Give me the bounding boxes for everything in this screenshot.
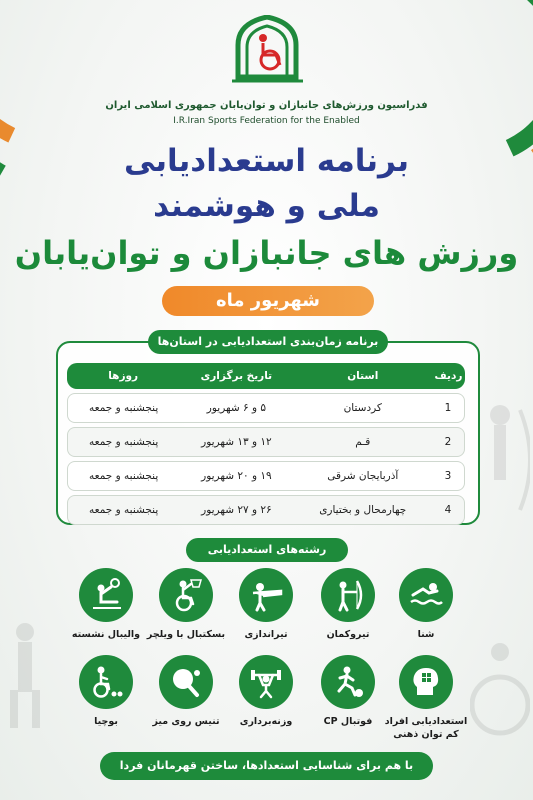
discipline-label: تیراندازی	[244, 629, 288, 640]
discipline-weightlifting	[220, 655, 312, 728]
football-icon	[331, 665, 365, 699]
federation-logo	[230, 15, 305, 85]
disciplines-caption: رشته‌های استعدادیابی	[186, 538, 348, 562]
cell-days: پنجشنبه و جمعه	[67, 427, 179, 457]
discipline-wheelchair-basketball	[140, 568, 232, 641]
table-row	[67, 495, 465, 525]
cell-days: پنجشنبه و جمعه	[67, 461, 179, 491]
cell-province: چهارمحال و بختیاری	[294, 495, 433, 525]
federation-name-fa: فدراسیون ورزش‌های جانبازان و توان‌یابان جمهوری اسلامی ایران	[105, 100, 428, 111]
discipline-sitting-volleyball	[60, 568, 152, 641]
brain-puzzle-icon	[409, 665, 443, 699]
cell-province: قـم	[294, 427, 433, 457]
title-line-2: ملی و هوشمند	[153, 188, 380, 224]
footer-slogan: با هم برای شناسایی استعدادها، ساختن قهرمانان فردا	[100, 752, 433, 780]
discipline-label: والیبال نشسته	[71, 629, 141, 640]
discipline-label: وزنه‌برداری	[239, 716, 293, 727]
archery-icon	[331, 578, 365, 612]
wheelchair-basketball-icon	[169, 578, 203, 612]
cell-row-number: 4	[432, 495, 465, 525]
discipline-boccia	[60, 655, 152, 728]
athlete-silhouette-icon	[0, 620, 55, 730]
sitting-volleyball-icon	[89, 578, 123, 612]
header-province: استان	[294, 363, 433, 389]
cell-row-number: 3	[432, 461, 465, 491]
title-line-1: برنامه استعدادیابی	[124, 143, 409, 179]
table-row	[67, 427, 465, 457]
cell-days: پنجشنبه و جمعه	[67, 495, 179, 525]
cell-days: پنجشنبه و جمعه	[67, 393, 179, 423]
wheelchair-silhouette-icon	[470, 640, 530, 740]
title-line-3: ورزش های جانبازان و توان‌یابان	[14, 234, 519, 272]
header-days: روزها	[67, 363, 179, 389]
schedule-table	[67, 359, 465, 529]
discipline-label: بوچیا	[94, 716, 118, 727]
cell-date: ۱۹ و ۲۰ شهریور	[179, 461, 293, 491]
discipline-label: فوتبال CP	[323, 716, 373, 727]
schedule-header-row	[67, 363, 465, 389]
cell-date: ۱۲ و ۱۳ شهریور	[179, 427, 293, 457]
header-date: تاریخ برگزاری	[179, 363, 293, 389]
shooting-icon	[249, 578, 283, 612]
discipline-cp-football	[302, 655, 394, 728]
cell-row-number: 2	[432, 427, 465, 457]
weightlifting-icon	[249, 665, 283, 699]
cell-date: ۵ و ۶ شهریور	[179, 393, 293, 423]
table-row	[67, 461, 465, 491]
discipline-archery	[302, 568, 394, 641]
discipline-label: شنا	[417, 629, 435, 640]
table-row	[67, 393, 465, 423]
discipline-label: استعدادیابی افراد کم توان ذهنی	[384, 716, 468, 740]
discipline-label: تنیس روی میز	[152, 716, 220, 727]
table-tennis-icon	[169, 665, 203, 699]
discipline-label: تیروکمان	[326, 629, 370, 640]
cell-row-number: 1	[432, 393, 465, 423]
discipline-shooting	[220, 568, 312, 641]
discipline-table-tennis	[140, 655, 232, 728]
federation-name-en: I.R.Iran Sports Federation for the Enabled	[173, 116, 360, 126]
cell-province: آذربایجان شرقی	[294, 461, 433, 491]
swimming-icon	[409, 578, 443, 612]
cell-date: ۲۶ و ۲۷ شهریور	[179, 495, 293, 525]
header-row-number: ردیف	[432, 363, 465, 389]
month-banner: شهریور ماه	[162, 286, 374, 316]
schedule-caption: برنامه زمان‌بندی استعدادیابی در استان‌ها	[148, 330, 388, 354]
discipline-label: بسکتبال با ویلچر	[146, 629, 226, 640]
boccia-icon	[89, 665, 123, 699]
cell-province: کردستان	[294, 393, 433, 423]
